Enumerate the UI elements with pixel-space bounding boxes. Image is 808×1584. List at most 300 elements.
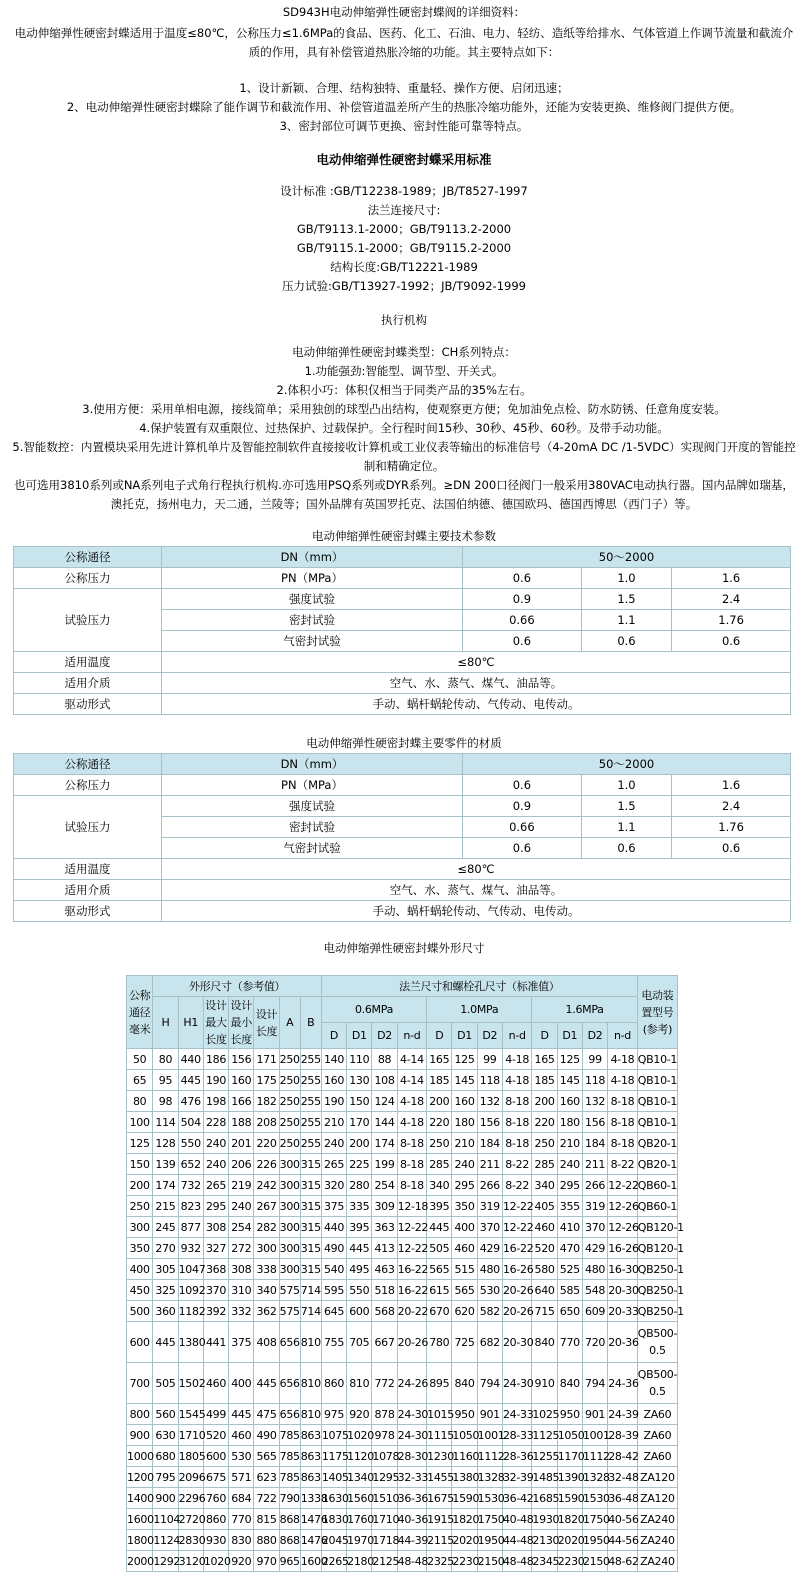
table-cell: 300: [279, 1175, 300, 1196]
table-cell: 580: [532, 1259, 557, 1280]
table-cell: 652: [178, 1154, 203, 1175]
table-cell: 36-36: [397, 1488, 426, 1509]
table-cell: 582: [477, 1301, 502, 1322]
header-n-d: n-d: [608, 1023, 638, 1049]
test-value: 1.76: [672, 610, 791, 631]
table-cell: 1050: [557, 1425, 582, 1446]
table-cell: 340: [532, 1175, 557, 1196]
table-row: [127, 1238, 678, 1259]
medium-label: 适用介质: [14, 673, 162, 694]
table-cell: 44-48: [502, 1530, 531, 1551]
table-cell: 36-48: [608, 1488, 638, 1509]
table-cell: 300: [127, 1217, 153, 1238]
table-cell: 185: [532, 1070, 557, 1091]
pn-value: 1.0: [581, 568, 671, 589]
table-cell: 863: [300, 1446, 321, 1467]
materials-table: [13, 753, 791, 922]
test-value: 1.5: [581, 589, 671, 610]
tech-params-title: 电动伸缩弹性硬密封蝶主要技术参数: [312, 529, 496, 543]
nominal-pressure-label: 公称压力: [14, 775, 162, 796]
table-cell: 1175: [321, 1446, 346, 1467]
table-cell: 445: [153, 1322, 178, 1363]
table-cell: 860: [203, 1509, 228, 1530]
header-pressure-16: 1.6MPa: [532, 997, 637, 1023]
table-cell: 715: [532, 1301, 557, 1322]
table-cell: 250: [279, 1112, 300, 1133]
device-model-cell: QB500-0.5: [637, 1322, 677, 1363]
table-row: [127, 1154, 678, 1175]
table-cell: 714: [300, 1280, 321, 1301]
table-cell: 16-22: [502, 1238, 531, 1259]
table-cell: 210: [557, 1133, 582, 1154]
header-min-length: 设计最小长度: [229, 997, 254, 1049]
table-cell: 174: [153, 1175, 178, 1196]
table-cell: 4-18: [397, 1091, 426, 1112]
table-cell: 1685: [532, 1488, 557, 1509]
device-model-cell: QB120-1: [637, 1238, 677, 1259]
table-cell: 240: [203, 1154, 228, 1175]
table-cell: 1160: [452, 1446, 477, 1467]
materials-title: 电动伸缩弹性硬密封蝶主要零件的材质: [306, 736, 502, 750]
table-cell: 810: [300, 1404, 321, 1425]
table-cell: 440: [321, 1217, 346, 1238]
table-cell: 125: [452, 1049, 477, 1070]
table-cell: 285: [427, 1154, 452, 1175]
table-cell: 226: [254, 1154, 279, 1175]
table-cell: 463: [372, 1259, 397, 1280]
table-row: [127, 1530, 678, 1551]
pn-value: 1.0: [581, 775, 671, 796]
table-cell: 206: [229, 1154, 254, 1175]
table-cell: 2020: [557, 1530, 582, 1551]
table-cell: 2020: [452, 1530, 477, 1551]
table-cell: 65: [127, 1070, 153, 1091]
spec-row-drive-type: [14, 901, 791, 922]
table-cell: 1001: [582, 1425, 607, 1446]
table-cell: 568: [372, 1301, 397, 1322]
table-cell: 295: [203, 1196, 228, 1217]
table-cell: 220: [254, 1133, 279, 1154]
table-cell: 714: [300, 1301, 321, 1322]
table-cell: 840: [557, 1363, 582, 1404]
intro-heading: SD943H电动伸缩弹性硬密封蝶阀的详细资料：: [282, 5, 526, 19]
table-cell: 770: [557, 1322, 582, 1363]
dn-label: DN（mm）: [162, 754, 463, 775]
table-cell: 1120: [347, 1446, 372, 1467]
table-cell: 480: [582, 1259, 607, 1280]
table-cell: 16-26: [608, 1238, 638, 1259]
table-cell: 186: [203, 1049, 228, 1070]
table-cell: 156: [582, 1112, 607, 1133]
table-cell: 211: [582, 1154, 607, 1175]
table-cell: 1530: [477, 1488, 502, 1509]
header-B: B: [300, 997, 321, 1049]
device-model-cell: ZA120: [637, 1467, 677, 1488]
actuator-line: 1.功能强劲:智能型、调节型、开关式。: [304, 364, 504, 378]
table-cell: 335: [347, 1196, 372, 1217]
table-cell: 2000: [127, 1551, 153, 1572]
table-cell: 2345: [532, 1551, 557, 1572]
table-cell: 1115: [427, 1425, 452, 1446]
table-cell: 12-22: [397, 1217, 426, 1238]
table-cell: 410: [557, 1217, 582, 1238]
table-cell: 20-26: [397, 1322, 426, 1363]
table-cell: 530: [477, 1280, 502, 1301]
table-cell: 254: [372, 1175, 397, 1196]
table-cell: 118: [477, 1070, 502, 1091]
table-cell: 200: [127, 1175, 153, 1196]
table-cell: 445: [254, 1363, 279, 1404]
table-cell: 250: [532, 1133, 557, 1154]
table-cell: 40-36: [397, 1509, 426, 1530]
table-cell: 28-33: [502, 1425, 531, 1446]
table-cell: 210: [321, 1112, 346, 1133]
table-cell: 505: [153, 1363, 178, 1404]
table-cell: 445: [229, 1404, 254, 1425]
table-cell: 360: [153, 1301, 178, 1322]
table-cell: 880: [254, 1530, 279, 1551]
test-value: 2.4: [672, 589, 791, 610]
table-cell: 1915: [427, 1509, 452, 1530]
device-model-cell: ZA240: [637, 1551, 677, 1572]
table-cell: 24-36: [608, 1363, 638, 1404]
actuator-line: 2.体积小巧：体积仅相当于同类产品的35%左右。: [276, 383, 532, 397]
table-cell: 228: [203, 1112, 228, 1133]
spec-row-temperature: [14, 652, 791, 673]
table-cell: 48-48: [502, 1551, 531, 1572]
test-value: 1.1: [581, 610, 671, 631]
table-cell: 1050: [452, 1425, 477, 1446]
table-cell: 16-26: [502, 1259, 531, 1280]
test-value: 0.66: [463, 610, 582, 631]
table-cell: 520: [203, 1425, 228, 1446]
test-value: 1.76: [672, 817, 791, 838]
device-model-cell: QB10-1: [637, 1091, 677, 1112]
table-cell: 250: [127, 1196, 153, 1217]
standard-line: 压力试验:GB/T13927-1992；JB/T9092-1999: [282, 279, 526, 293]
table-cell: 8-22: [502, 1175, 531, 1196]
table-cell: 200: [427, 1091, 452, 1112]
table-cell: 675: [203, 1467, 228, 1488]
actuator-line: 5.智能数控：内置模块采用先进计算机单片及智能控制软件直接接收计算机或工业仪表等输出的标准信号（4-20mA DC /1-5VDC）实现阀门开度的智能控制和精确定位。: [12, 440, 796, 473]
table-cell: 970: [254, 1551, 279, 1572]
table-cell: 2130: [532, 1530, 557, 1551]
table-cell: 295: [557, 1175, 582, 1196]
table-cell: 20-26: [502, 1301, 531, 1322]
standard-line: GB/T9113.1-2000；GB/T9113.2-2000: [296, 222, 512, 236]
dn-value: 50～2000: [463, 547, 791, 568]
device-model-cell: ZA60: [637, 1425, 677, 1446]
table-cell: 28-42: [608, 1446, 638, 1467]
table-cell: 4-18: [608, 1070, 638, 1091]
table-cell: 12-22: [608, 1175, 638, 1196]
spec-row-medium: [14, 673, 791, 694]
table-cell: 2325: [427, 1551, 452, 1572]
test-value: 0.6: [672, 838, 791, 859]
table-cell: 160: [557, 1091, 582, 1112]
table-cell: 790: [279, 1488, 300, 1509]
table-cell: 1001: [477, 1425, 502, 1446]
table-cell: 1590: [452, 1488, 477, 1509]
temperature-value: ≤80℃: [162, 652, 791, 673]
header-D: D: [532, 1023, 557, 1049]
table-cell: 3120: [178, 1551, 203, 1572]
table-cell: 1970: [347, 1530, 372, 1551]
table-cell: 1476: [300, 1509, 321, 1530]
table-cell: 319: [477, 1196, 502, 1217]
device-model-cell: QB60-1: [637, 1175, 677, 1196]
table-cell: 125: [127, 1133, 153, 1154]
drive-type-label: 驱动形式: [14, 901, 162, 922]
table-cell: 108: [372, 1070, 397, 1091]
temperature-value: ≤80℃: [162, 859, 791, 880]
table-cell: 180: [452, 1112, 477, 1133]
device-model-cell: ZA60: [637, 1446, 677, 1467]
actuator-line: 3.使用方便：采用单相电源，接线简单；采用独创的球型凸出结构，使观察更方便；免加油免点检、防水防锈、任意角度安装。: [82, 402, 726, 416]
header-D2: D2: [477, 1023, 502, 1049]
table-cell: 20-30: [608, 1280, 638, 1301]
table-cell: 20-33: [608, 1301, 638, 1322]
table-row: [127, 1425, 678, 1446]
header-pressure-06: 0.6MPa: [321, 997, 426, 1023]
table-cell: 1025: [532, 1404, 557, 1425]
table-cell: 20-22: [397, 1301, 426, 1322]
header-D1: D1: [347, 1023, 372, 1049]
table-cell: 400: [452, 1217, 477, 1238]
table-cell: 565: [427, 1259, 452, 1280]
table-cell: 1455: [427, 1467, 452, 1488]
test-name: 气密封试验: [162, 631, 463, 652]
table-cell: 1182: [178, 1301, 203, 1322]
table-cell: 460: [452, 1238, 477, 1259]
table-cell: 794: [477, 1363, 502, 1404]
table-cell: 160: [452, 1091, 477, 1112]
table-cell: 1020: [203, 1551, 228, 1572]
pn-label: PN（MPa）: [162, 568, 463, 589]
device-model-cell: QB60-1: [637, 1196, 677, 1217]
table-row: [127, 1404, 678, 1425]
spec-row-drive-type: [14, 694, 791, 715]
table-cell: 48-48: [397, 1551, 426, 1572]
table-cell: 520: [532, 1238, 557, 1259]
header-D1: D1: [557, 1023, 582, 1049]
table-cell: 150: [347, 1091, 372, 1112]
test-value: 1.5: [581, 796, 671, 817]
intro-paragraph: 电动伸缩弹性硬密封蝶适用于温度≤80℃，公称压力≤1.6MPa的食品、医药、化工、石油、电力、轻纺、造纸等给排水、气体管道上作调节流量和截流介质的作用，具有补偿管道热胀冷缩的功能。其主要特点如下：: [14, 26, 794, 59]
table-row: [127, 1509, 678, 1530]
spec-row-test: [14, 796, 791, 817]
table-cell: 1805: [178, 1446, 203, 1467]
table-cell: 325: [153, 1280, 178, 1301]
table-cell: 1710: [178, 1425, 203, 1446]
table-cell: 1830: [321, 1509, 346, 1530]
table-cell: 772: [372, 1363, 397, 1404]
table-cell: 8-18: [502, 1091, 531, 1112]
table-cell: 32-33: [397, 1467, 426, 1488]
feature-1: 1、设计新颖、合理、结构独特、重量轻、操作方便、启闭迅速；: [239, 81, 569, 95]
table-cell: 1400: [127, 1488, 153, 1509]
table-cell: 285: [532, 1154, 557, 1175]
table-cell: 2720: [178, 1509, 203, 1530]
spec-row-temperature: [14, 859, 791, 880]
table-cell: 282: [254, 1217, 279, 1238]
table-cell: 965: [279, 1551, 300, 1572]
header-outline: 外形尺寸（参考值）: [153, 976, 322, 997]
table-cell: 200: [347, 1133, 372, 1154]
table-cell: 863: [300, 1467, 321, 1488]
table-cell: 8-18: [502, 1112, 531, 1133]
table-cell: 1800: [127, 1530, 153, 1551]
table-cell: 840: [452, 1363, 477, 1404]
table-cell: 413: [372, 1238, 397, 1259]
table-cell: 24-39: [608, 1404, 638, 1425]
table-cell: 28-39: [608, 1425, 638, 1446]
table-row: [127, 1363, 678, 1404]
table-cell: 32-39: [502, 1467, 531, 1488]
table-cell: 300: [279, 1154, 300, 1175]
table-cell: 810: [347, 1363, 372, 1404]
table-cell: 12-22: [397, 1238, 426, 1259]
table-cell: 575: [279, 1301, 300, 1322]
table-cell: 722: [254, 1488, 279, 1509]
nominal-dia-label: 公称通径: [14, 547, 162, 568]
pn-label: PN（MPa）: [162, 775, 463, 796]
table-cell: 600: [127, 1322, 153, 1363]
table-cell: 4-14: [397, 1049, 426, 1070]
table-cell: 99: [582, 1049, 607, 1070]
table-cell: 240: [557, 1154, 582, 1175]
table-cell: 2180: [347, 1551, 372, 1572]
header-nominal-dia: 公称通径毫米: [127, 976, 153, 1049]
table-cell: 1820: [557, 1509, 582, 1530]
table-cell: 650: [557, 1301, 582, 1322]
dn-label: DN（mm）: [162, 547, 463, 568]
table-cell: 895: [427, 1363, 452, 1404]
table-cell: 40-56: [608, 1509, 638, 1530]
table-cell: 2150: [582, 1551, 607, 1572]
table-cell: 340: [427, 1175, 452, 1196]
table-cell: 392: [203, 1301, 228, 1322]
table-cell: 370: [477, 1217, 502, 1238]
table-row: [127, 1133, 678, 1154]
test-name: 气密封试验: [162, 838, 463, 859]
medium-value: 空气、水、蒸气、煤气、油品等。: [162, 880, 791, 901]
table-cell: 132: [582, 1091, 607, 1112]
table-cell: 1750: [477, 1509, 502, 1530]
table-cell: 2830: [178, 1530, 203, 1551]
table-cell: 24-30: [397, 1425, 426, 1446]
table-cell: 4-14: [397, 1070, 426, 1091]
table-cell: 300: [254, 1238, 279, 1259]
table-cell: 1047: [178, 1259, 203, 1280]
table-cell: 20-30: [502, 1322, 531, 1363]
table-cell: 815: [254, 1509, 279, 1530]
table-cell: 395: [347, 1217, 372, 1238]
table-cell: 1092: [178, 1280, 203, 1301]
table-cell: 188: [229, 1112, 254, 1133]
table-cell: 1015: [427, 1404, 452, 1425]
table-cell: 2045: [321, 1530, 346, 1551]
table-cell: 355: [557, 1196, 582, 1217]
table-cell: 300: [279, 1196, 300, 1217]
table-cell: 2265: [321, 1551, 346, 1572]
table-cell: 615: [427, 1280, 452, 1301]
table-cell: 201: [229, 1133, 254, 1154]
table-cell: 630: [153, 1425, 178, 1446]
table-cell: 12-22: [502, 1217, 531, 1238]
table-cell: 525: [557, 1259, 582, 1280]
standards-list: [0, 182, 808, 296]
table-row: [127, 1091, 678, 1112]
device-model-cell: ZA240: [637, 1530, 677, 1551]
spec-row-pn: [14, 568, 791, 589]
table-cell: 550: [347, 1280, 372, 1301]
table-row: [127, 1217, 678, 1238]
device-model-cell: QB10-1: [637, 1112, 677, 1133]
table-cell: 24-26: [397, 1363, 426, 1404]
table-cell: 210: [452, 1133, 477, 1154]
table-cell: 720: [582, 1322, 607, 1363]
drive-type-value: 手动、蜗杆蜗轮传动、气传动、电传动。: [162, 901, 791, 922]
table-cell: 470: [557, 1238, 582, 1259]
table-cell: 810: [300, 1322, 321, 1363]
table-cell: 12-26: [608, 1196, 638, 1217]
table-cell: 445: [427, 1217, 452, 1238]
test-value: 1.1: [581, 817, 671, 838]
table-cell: 670: [427, 1301, 452, 1322]
table-cell: 190: [203, 1070, 228, 1091]
header-flange: 法兰尺寸和螺栓孔尺寸（标准值）: [321, 976, 637, 997]
table-cell: 445: [178, 1070, 203, 1091]
table-cell: 978: [372, 1425, 397, 1446]
table-cell: 80: [127, 1091, 153, 1112]
table-cell: 1545: [178, 1404, 203, 1425]
table-cell: 16-22: [397, 1280, 426, 1301]
table-cell: 219: [229, 1175, 254, 1196]
table-cell: 240: [452, 1154, 477, 1175]
table-cell: 350: [127, 1238, 153, 1259]
spec-row-medium: [14, 880, 791, 901]
table-cell: 125: [557, 1049, 582, 1070]
table-cell: 1328: [477, 1467, 502, 1488]
table-cell: 565: [452, 1280, 477, 1301]
table-cell: 315: [300, 1175, 321, 1196]
table-cell: 548: [582, 1280, 607, 1301]
table-cell: 1125: [532, 1425, 557, 1446]
table-cell: 199: [372, 1154, 397, 1175]
device-model-cell: QB20-1: [637, 1133, 677, 1154]
table-cell: 99: [477, 1049, 502, 1070]
table-cell: 180: [557, 1112, 582, 1133]
device-model-cell: QB10-1: [637, 1070, 677, 1091]
table-cell: 250: [279, 1133, 300, 1154]
table-cell: 450: [127, 1280, 153, 1301]
table-cell: 684: [229, 1488, 254, 1509]
table-cell: 300: [279, 1238, 300, 1259]
table-cell: 145: [452, 1070, 477, 1091]
header-H: H: [153, 997, 178, 1049]
table-cell: 250: [279, 1091, 300, 1112]
table-cell: 8-22: [608, 1154, 638, 1175]
pn-value: 1.6: [672, 568, 791, 589]
table-cell: 190: [321, 1091, 346, 1112]
table-cell: 8-18: [397, 1175, 426, 1196]
table-cell: 20-36: [608, 1322, 638, 1363]
table-cell: 319: [582, 1196, 607, 1217]
table-cell: 2125: [372, 1551, 397, 1572]
table-cell: 165: [427, 1049, 452, 1070]
table-cell: 1560: [347, 1488, 372, 1509]
